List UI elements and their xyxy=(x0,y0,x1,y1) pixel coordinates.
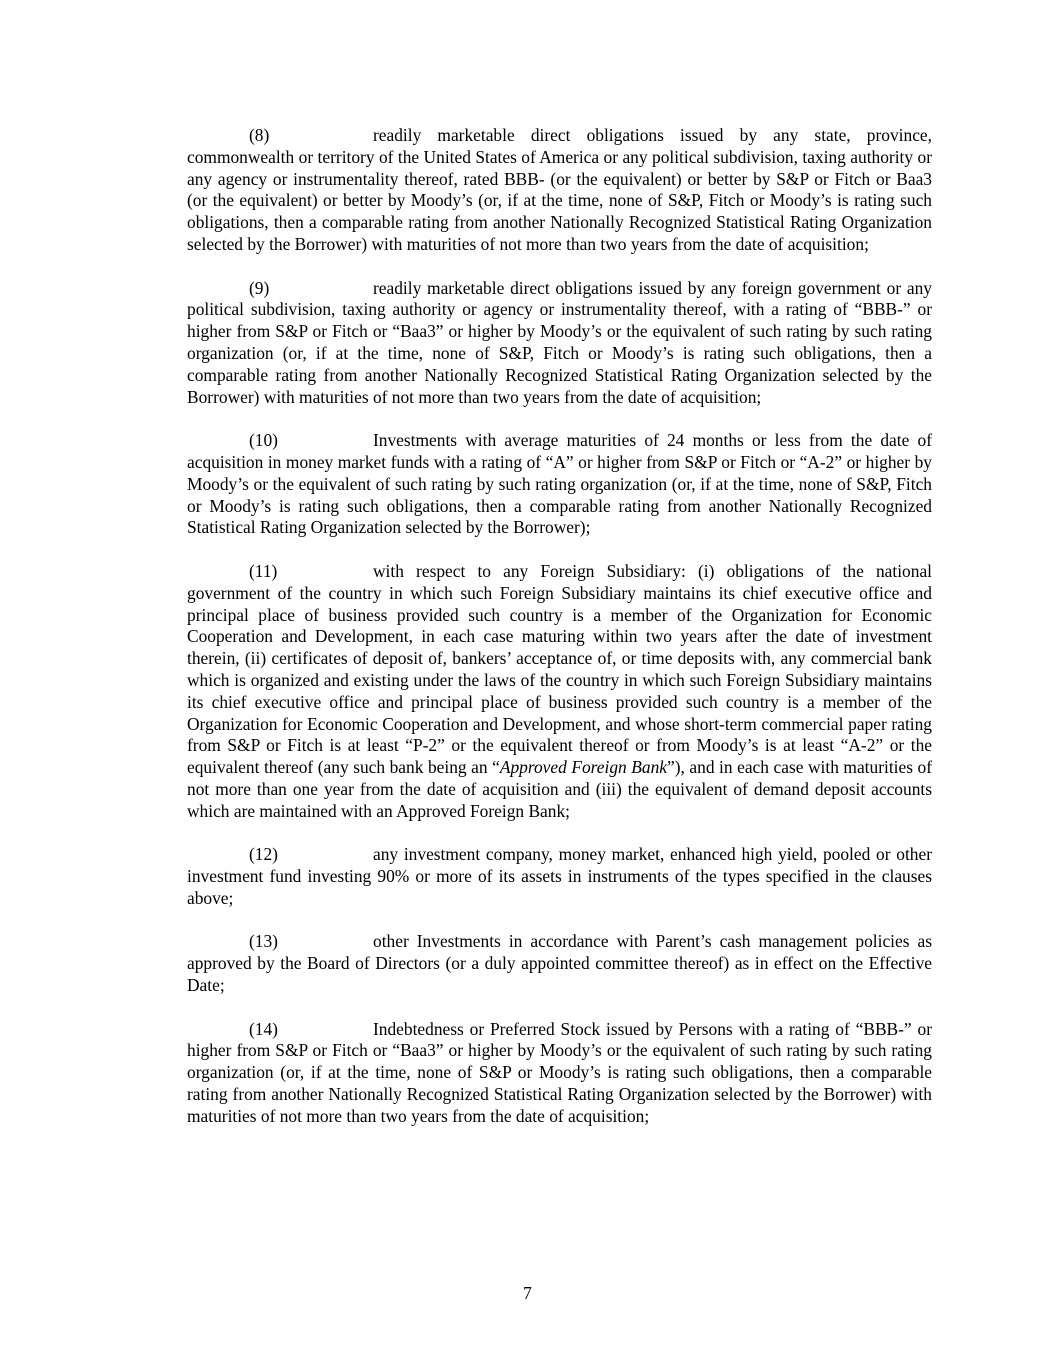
clause-text: readily marketable direct obligations issued by any foreign government or any political subdivision, taxing authority or agency or instrumentality thereof, with a rating of “BBB-” or higher from S&P or Fitch or “Baa3” or higher by Moody’s or the equivalent of such rating by such rating organization (or, if at the time, none of S&P, Fitch or Moody’s is rating such obligations, then a comparable rating from another Nationally Recognized Statistical Rating Organization selected by the Borrower) with maturities of not more than two years from the date of acquisition; xyxy=(187,277,932,407)
clause-text: Indebtedness or Preferred Stock issued by Persons with a rating of “BBB-” or higher from S&P or Fitch or “Baa3” or higher by Moody’s or the equivalent of such rating by such rating organization (or, if at the time, none of S&P or Moody’s is rating such obligations, then a comparable rating from another Nationally Recognized Statistical Rating Organization selected by the Borrower) with maturities of not more than two years from the date of acquisition; xyxy=(187,1018,932,1126)
clause-9 xyxy=(187,278,932,409)
clause-13 xyxy=(187,931,932,996)
clause-number: (8) xyxy=(249,125,270,145)
clause-text-continued: ”), and in each case with maturities of not more than one year from the date of acquisition and (iii) the equivalent of demand deposit accounts which are maintained with an Approved Foreign Bank; xyxy=(187,757,933,821)
clause-text: any investment company, money market, enhanced high yield, pooled or other investment fund investing 90% or more of its assets in instruments of the types specified in the clauses above; xyxy=(187,844,932,908)
clause-12 xyxy=(187,844,932,909)
defined-term: Approved Foreign Bank xyxy=(499,757,667,778)
clause-number: (9) xyxy=(249,277,270,298)
clause-text: readily marketable direct obligations issued by any state, province, commonwealth or territory of the United States of America or any political subdivision, taxing authority or any agency or instrumentality thereof, rated BBB- (or the equivalent) or better by S&P or Fitch or Baa3 (or the equivalent) or better by Moody’s (or, if at the time, none of S&P, Fitch or Moody’s is rating such obligations, then a comparable rating from another Nationally Recognized Statistical Rating Organization selected by the Borrower) with maturities of not more than two years from the date of acquisition; xyxy=(187,125,932,254)
clause-text: other Investments in accordance with Parent’s cash management policies as approved by the Board of Directors (or a duly appointed committee thereof) as in effect on the Effective Date; xyxy=(187,931,932,996)
page-number: 7 xyxy=(523,1283,532,1303)
clause-8 xyxy=(187,125,932,256)
clause-number: (10) xyxy=(249,430,278,451)
clause-10 xyxy=(187,430,932,539)
clause-text: with respect to any Foreign Subsidiary: (i) obligations of the national government of the country in which such Foreign Subsidiary maintains its chief executive office and principal place of business provided such country is a member of the Organization for Economic Cooperation and Development, in each case maturing within two years after the date of investment therein, (ii) certificates of deposit of, bankers’ acceptance of, or time deposits with, any commercial bank which is organized and existing under the laws of the country in which such Foreign Subsidiary maintains its chief executive office and principal place of business provided such country is a member of the Organization for Economic Cooperation and Development, and whose short-term commercial paper rating from S&P or Fitch is at least “P-2” or the equivalent thereof or from Moody’s is at least “A-2” or the equivalent thereof (any such bank being an “ xyxy=(187,560,932,778)
clause-number: (11) xyxy=(249,560,278,581)
clause-number: (12) xyxy=(249,844,278,865)
clause-text: Investments with average maturities of 24 months or less from the date of acquisition in money market funds with a rating of “A” or higher from S&P or Fitch or “A-2” or higher by Moody’s or the equivalent of such rating by such rating organization (or, if at the time, none of S&P, Fitch or Moody’s is rating such obligations, then a comparable rating from another Nationally Recognized Statistical Rating Organization selected by the Borrower); xyxy=(187,430,932,538)
clause-11 xyxy=(187,561,932,823)
clause-number: (14) xyxy=(249,1018,278,1039)
document-body xyxy=(187,125,932,1149)
clause-14 xyxy=(187,1019,932,1128)
clause-number: (13) xyxy=(249,931,278,952)
